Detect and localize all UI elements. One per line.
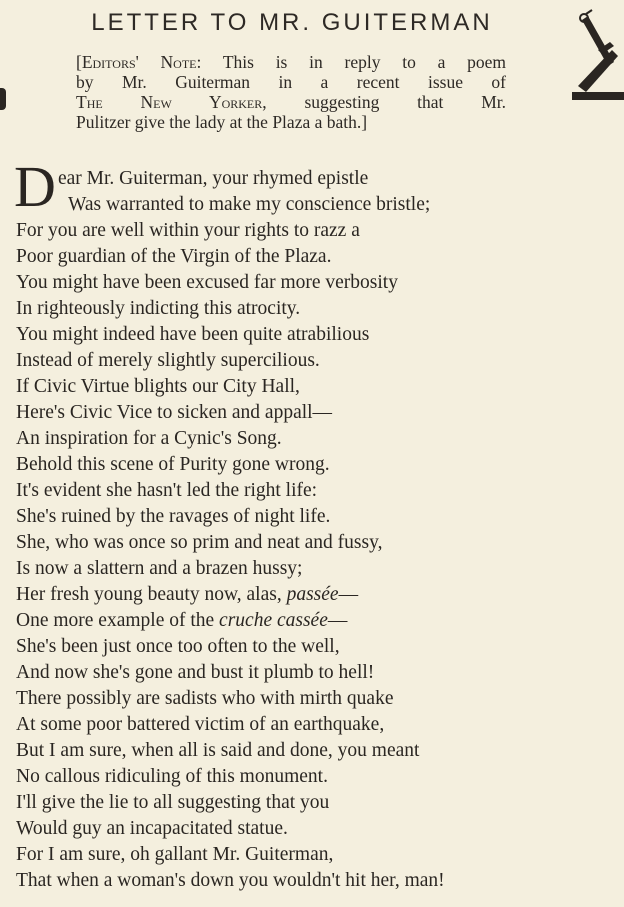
poem-line: Behold this scene of Purity gone wrong. — [16, 454, 330, 475]
poem-line: That when a woman's down you wouldn't hit her, man! — [16, 870, 445, 891]
poem-line: You might have been excused far more verbosity — [16, 272, 398, 293]
editors-note-line: Pulitzer give the lady at the Plaza a bath.] — [76, 112, 368, 132]
poem-line: Poor guardian of the Virgin of the Plaza. — [16, 246, 332, 267]
poem-line: One more example of the cruche cassée— — [16, 610, 348, 631]
italic-phrase: cruche cassée — [219, 610, 328, 631]
poem-line: She's been just once too often to the well, — [16, 636, 340, 657]
editors-note-label: Editors' Note: — [81, 52, 202, 72]
poem-line: I'll give the lie to all suggesting that you — [16, 792, 330, 813]
poem-line: It's evident she hasn't led the right life: — [16, 480, 318, 501]
poem-line: An inspiration for a Cynic's Song. — [16, 428, 282, 449]
ink-blot — [0, 88, 6, 110]
poem-line: Her fresh young beauty now, alas, passée— — [16, 584, 359, 605]
page-title: LETTER TO MR. GUITERMAN — [91, 9, 493, 36]
poem-line: Is now a slattern and a brazen hussy; — [16, 558, 303, 579]
poem-line: She, who was once so prim and neat and fussy, — [16, 532, 383, 553]
poem-line: She's ruined by the ravages of night life. — [16, 506, 331, 527]
poem-line: And now she's gone and bust it plumb to hell! — [16, 662, 375, 683]
editors-note-line: The New Yorker, suggesting that Mr. — [76, 92, 507, 112]
poem-line: You might indeed have been quite atrabilious — [16, 324, 370, 345]
poem-line: At some poor battered victim of an earthquake, — [16, 714, 385, 735]
poem-line: No callous ridiculing of this monument. — [16, 766, 328, 787]
editors-note-line: by Mr. Guiterman in a recent issue of — [76, 72, 506, 92]
poem-line: There possibly are sadists who with mirth quake — [16, 688, 394, 709]
decorative-figure-icon — [568, 6, 624, 106]
poem-line: In righteously indicting this atrocity. — [16, 298, 301, 319]
poem-line: Here's Civic Vice to sicken and appall— — [16, 402, 333, 423]
poem-line: If Civic Virtue blights our City Hall, — [16, 376, 300, 397]
poem-line: ear Mr. Guiterman, your rhymed epistle — [58, 168, 369, 189]
editors-note-line: [Editors' Note: This is in reply to a poem — [76, 52, 506, 72]
editors-note — [76, 52, 506, 132]
magazine-name: The New Yorker, — [76, 92, 267, 112]
drop-cap: D — [14, 154, 56, 219]
poem-line: For I am sure, oh gallant Mr. Guiterman, — [16, 844, 334, 865]
italic-phrase: passée — [286, 584, 339, 605]
poem-line: For you are well within your rights to razz a — [16, 220, 360, 241]
poem-line: Would guy an incapacitated statue. — [16, 818, 288, 839]
poem-line: But I am sure, when all is said and done, you meant — [16, 740, 420, 761]
poem-line: Instead of merely slightly supercilious. — [16, 350, 320, 371]
poem-line: Was warranted to make my conscience bristle; — [68, 194, 431, 215]
